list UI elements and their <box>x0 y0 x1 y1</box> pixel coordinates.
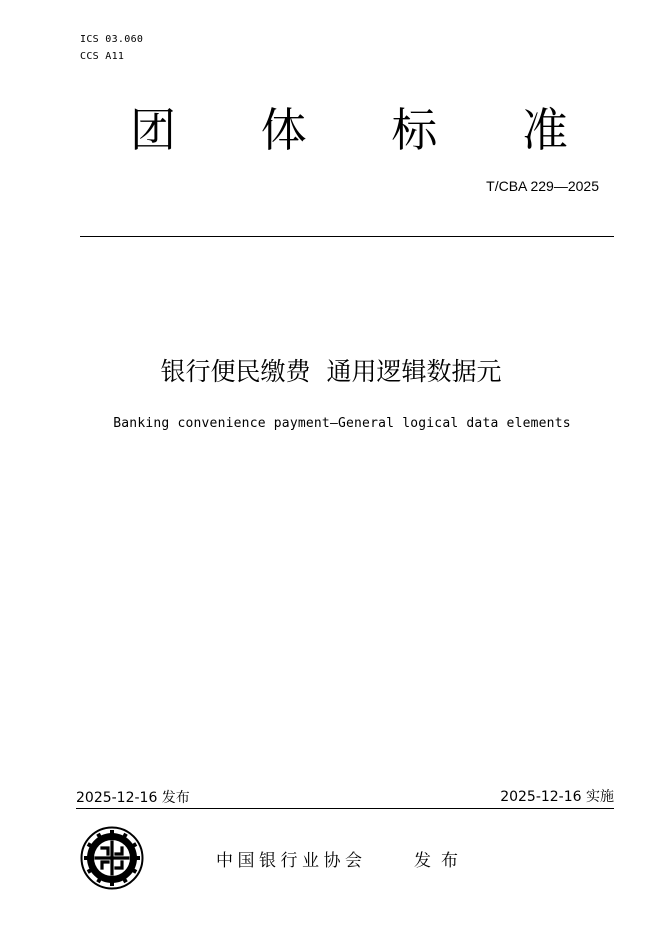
ics-code: ICS 03.060 <box>80 34 144 45</box>
standard-type-heading <box>80 100 614 160</box>
implementation-date: 2025-12-16 实施 <box>500 789 614 805</box>
bottom-divider <box>76 808 614 809</box>
title-english: Banking convenience payment—General logical data elements <box>113 416 571 431</box>
title-chinese: 银行便民缴费 通用逻辑数据元 <box>160 357 502 386</box>
standard-type-char: 体 <box>260 103 307 157</box>
standard-type-char: 准 <box>521 103 568 157</box>
association-emblem-icon <box>80 826 144 890</box>
standard-number: T/CBA 229—2025 <box>486 178 599 194</box>
ccs-code: CCS A11 <box>80 51 125 62</box>
publish-label: 发布 <box>414 851 468 871</box>
standard-type-char: 团 <box>130 103 176 157</box>
standard-type-char: 标 <box>391 103 438 157</box>
top-divider <box>80 236 614 237</box>
issue-date: 2025-12-16 发布 <box>76 790 190 806</box>
publisher-name: 中国银行业协会 <box>216 851 367 871</box>
